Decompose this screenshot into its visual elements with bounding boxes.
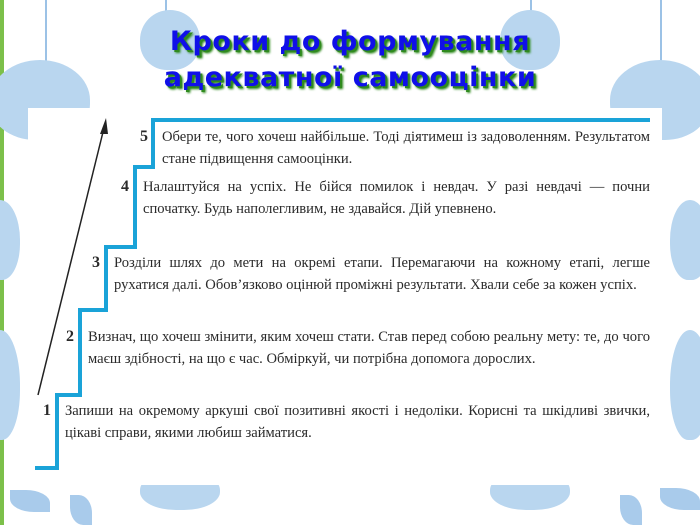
- step-2-text: Визнач, що хочеш змінити, яким хочеш стати. Став перед собою реальну мету: те, до чого маєш здібності, на що є час. Обміркуй, чи потрібна допомога дорослих.: [88, 329, 650, 367]
- title-line-1: Кроки до формування: [169, 26, 531, 57]
- step-1-number: 1: [43, 402, 51, 419]
- step-3-number: 3: [92, 254, 100, 271]
- step-5-number: 5: [140, 128, 148, 145]
- step-3-text: Розділи шлях до мети на окремі етапи. Перемагаючи на кожному етапі, легше рухатися далі. Обов’язково оцінюй проміжні результати. Хвали себе за кожен успіх.: [114, 255, 650, 293]
- title-line-2: адекватної самооцінки: [163, 62, 537, 93]
- step-4-number: 4: [121, 178, 129, 195]
- step-1-text: Запиши на окремому аркуші свої позитивні якості і недоліки. Корисні та шкідливі звички, цікаві справи, якими любиш займатися.: [65, 403, 650, 441]
- step-5-text: Обери те, чого хочеш найбільше. Тоді діятимеш із задоволенням. Результатом стане підвищення самооцінки.: [162, 129, 650, 167]
- step-2-number: 2: [66, 328, 74, 345]
- arrow-head-icon: [100, 118, 108, 134]
- step-4-text: Налаштуйся на успіх. Не бійся помилок і невдач. У разі невдачі — почни спочатку. Будь наполегливим, не здавайся. Дій упевнено.: [143, 179, 650, 217]
